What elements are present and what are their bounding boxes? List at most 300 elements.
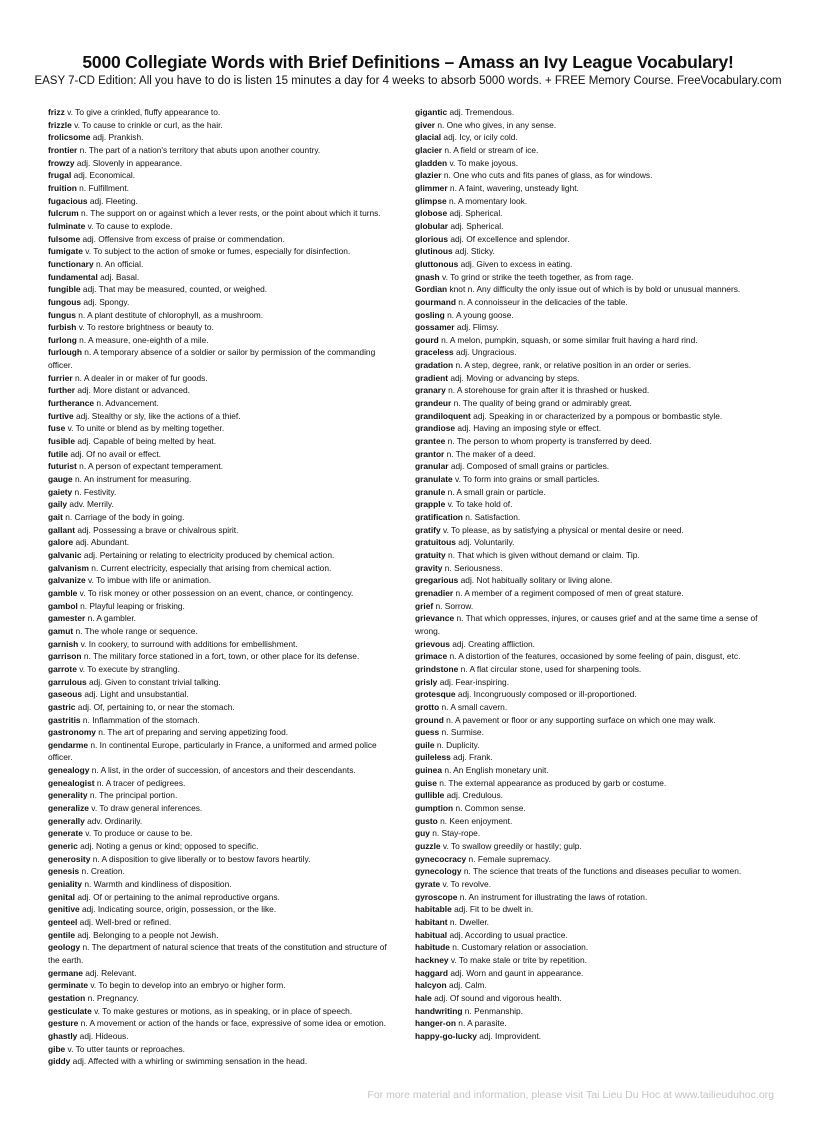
entry-word: gauge bbox=[48, 474, 73, 485]
dictionary-entry bbox=[48, 840, 396, 853]
entry-definition: n. A pavement or floor or any supporting surface on which one may walk. bbox=[446, 714, 716, 725]
entry-word: generate bbox=[48, 828, 83, 839]
entry-definition: v. To begin to develop into an embryo or higher form. bbox=[90, 980, 286, 991]
entry-definition: v. To imbue with life or animation. bbox=[88, 575, 212, 586]
entry-definition: adj. Well-bred or refined. bbox=[79, 917, 172, 927]
dictionary-entry bbox=[415, 979, 771, 992]
entry-definition: adj. Tremendous. bbox=[449, 107, 515, 117]
entry-word: frontier bbox=[48, 144, 78, 155]
dictionary-entry bbox=[415, 473, 771, 486]
entry-word: hackney bbox=[415, 954, 449, 965]
entry-word: giddy bbox=[48, 1056, 71, 1067]
entry-word: generic bbox=[48, 841, 78, 852]
dictionary-entry bbox=[415, 612, 771, 637]
entry-word: frolicsome bbox=[48, 132, 91, 143]
dictionary-entry bbox=[415, 397, 771, 410]
entry-word: grantee bbox=[415, 436, 446, 447]
entry-definition: n. One who cuts and fits panes of glass, as for windows. bbox=[443, 170, 653, 181]
entry-definition: adj. Credulous. bbox=[446, 790, 503, 801]
dictionary-entry bbox=[415, 676, 771, 689]
entry-definition: n. A distortion of the features, occasioned by some feeling of pain, disgust, etc. bbox=[449, 651, 741, 662]
entry-word: ghastly bbox=[48, 1030, 78, 1041]
entry-definition: n. Warmth and kindliness of disposition. bbox=[84, 879, 232, 890]
entry-word: frizz bbox=[48, 107, 65, 117]
dictionary-entry bbox=[48, 486, 396, 499]
entry-word: functionary bbox=[48, 258, 94, 269]
entry-word: globular bbox=[415, 220, 449, 231]
entry-word: gladden bbox=[415, 157, 448, 168]
dictionary-entry bbox=[415, 410, 771, 423]
entry-word: hale bbox=[415, 992, 432, 1003]
dictionary-entry bbox=[415, 498, 771, 511]
dictionary-entry bbox=[415, 359, 771, 372]
dictionary-entry bbox=[415, 650, 771, 663]
dictionary-entry bbox=[415, 815, 771, 828]
dictionary-entry bbox=[48, 663, 396, 676]
dictionary-entry bbox=[415, 916, 771, 929]
entry-word: genitive bbox=[48, 904, 80, 915]
dictionary-entry bbox=[48, 992, 396, 1005]
dictionary-entry bbox=[48, 271, 396, 284]
dictionary-entry bbox=[415, 334, 771, 347]
entry-word: guzzle bbox=[415, 841, 441, 852]
entry-definition: adj. Worn and gaunt in appearance. bbox=[450, 967, 584, 978]
entry-word: generosity bbox=[48, 853, 91, 864]
entry-definition: n. A small cavern. bbox=[441, 701, 508, 712]
entry-definition: n. Carriage of the body in going. bbox=[65, 512, 185, 522]
dictionary-entry bbox=[48, 827, 396, 840]
entry-definition: n. Playful leaping or frisking. bbox=[80, 600, 185, 611]
entry-definition: n. An official. bbox=[95, 258, 144, 269]
entry-definition: adj. Flimsy. bbox=[456, 322, 499, 333]
entry-word: generality bbox=[48, 790, 88, 801]
entry-word: further bbox=[48, 385, 75, 396]
dictionary-entry bbox=[415, 777, 771, 790]
dictionary-entry bbox=[415, 486, 771, 499]
entry-word: glorious bbox=[415, 233, 449, 244]
dictionary-entry bbox=[415, 207, 771, 220]
entry-definition: v. To cause to explode. bbox=[87, 220, 173, 231]
dictionary-entry bbox=[48, 878, 396, 891]
entry-definition: n. Common sense. bbox=[455, 803, 526, 814]
entry-word: gullible bbox=[415, 790, 445, 801]
entry-word: granulate bbox=[415, 474, 453, 485]
entry-definition: n. Advancement. bbox=[96, 398, 159, 409]
entry-word: galore bbox=[48, 537, 74, 548]
entry-definition: adj. Possessing a brave or chivalrous spirit. bbox=[77, 524, 239, 535]
dictionary-entry bbox=[48, 372, 396, 385]
entry-definition: adj. Noting a genus or kind; opposed to specific. bbox=[80, 841, 259, 852]
dictionary-entry bbox=[415, 524, 771, 537]
entry-word: guile bbox=[415, 739, 435, 750]
entry-word: grandiloquent bbox=[415, 410, 471, 421]
entry-definition: adj. Voluntarily. bbox=[458, 537, 515, 548]
dictionary-entry bbox=[415, 954, 771, 967]
dictionary-entry bbox=[415, 726, 771, 739]
dictionary-entry bbox=[415, 169, 771, 182]
entry-word: glimpse bbox=[415, 195, 447, 206]
entry-word: gentile bbox=[48, 929, 75, 940]
dictionary-entry bbox=[48, 511, 396, 524]
entry-word: gaiety bbox=[48, 486, 73, 497]
entry-definition: adj. Spongy. bbox=[83, 296, 130, 307]
dictionary-entry bbox=[415, 460, 771, 473]
entry-definition: n. A disposition to give liberally or to bestow favors heartily. bbox=[92, 853, 311, 864]
entry-word: gratification bbox=[415, 512, 463, 522]
dictionary-entry bbox=[48, 777, 396, 790]
entry-definition: n. A momentary look. bbox=[448, 195, 528, 206]
entry-word: gesticulate bbox=[48, 1005, 92, 1016]
entry-word: guy bbox=[415, 828, 430, 839]
entry-word: gossamer bbox=[415, 322, 455, 333]
entry-word: gratuitous bbox=[415, 537, 456, 548]
dictionary-entry bbox=[48, 144, 396, 157]
entry-word: fulsome bbox=[48, 233, 81, 244]
entry-word: habitable bbox=[415, 904, 452, 915]
dictionary-entry bbox=[48, 625, 396, 638]
dictionary-entry bbox=[48, 524, 396, 537]
entry-definition: adj. Abundant. bbox=[75, 537, 130, 548]
dictionary-entry bbox=[48, 865, 396, 878]
entry-word: habitant bbox=[415, 917, 448, 927]
entry-definition: adj. Of excellence and splendor. bbox=[450, 233, 570, 244]
dictionary-entry bbox=[48, 422, 396, 435]
entry-definition: adj. Pertaining or relating to electricity produced by chemical action. bbox=[83, 549, 335, 560]
entry-definition: v. To make gestures or motions, as in speaking, or in place of speech. bbox=[94, 1005, 353, 1016]
entry-word: geniality bbox=[48, 879, 82, 890]
entry-word: futile bbox=[48, 448, 69, 459]
entry-word: granary bbox=[415, 385, 446, 396]
entry-word: frowzy bbox=[48, 157, 75, 168]
entry-word: galvanism bbox=[48, 562, 89, 573]
entry-definition: n. That which oppresses, injures, or causes grief and at the same time a sense of wrong. bbox=[415, 613, 758, 636]
dictionary-entry bbox=[48, 638, 396, 651]
dictionary-entry bbox=[415, 903, 771, 916]
entry-word: genesis bbox=[48, 866, 80, 877]
dictionary-entry bbox=[48, 131, 396, 144]
entry-word: fruition bbox=[48, 182, 77, 193]
entry-definition: n. The part of a nation's territory that abuts upon another country. bbox=[79, 144, 321, 155]
entry-word: glacier bbox=[415, 144, 443, 155]
entry-word: Gordian bbox=[415, 284, 448, 295]
dictionary-entry bbox=[415, 714, 771, 727]
dictionary-entry bbox=[415, 1005, 771, 1018]
entry-definition: adj. Fleeting. bbox=[89, 195, 138, 206]
dictionary-entry bbox=[48, 536, 396, 549]
entry-word: gendarme bbox=[48, 739, 89, 750]
dictionary-entry bbox=[415, 891, 771, 904]
dictionary-entry bbox=[415, 701, 771, 714]
entry-word: gregarious bbox=[415, 575, 459, 586]
dictionary-entry bbox=[48, 1043, 396, 1056]
entry-word: fugacious bbox=[48, 195, 88, 206]
entry-definition: n. A melon, pumpkin, squash, or some similar fruit having a hard rind. bbox=[441, 334, 698, 345]
entry-word: gastritis bbox=[48, 714, 81, 725]
dictionary-entry bbox=[415, 941, 771, 954]
entry-word: gastric bbox=[48, 701, 76, 712]
entry-definition: n. The maker of a deed. bbox=[446, 448, 536, 459]
entry-word: giver bbox=[415, 119, 436, 130]
dictionary-entry bbox=[415, 789, 771, 802]
dictionary-entry bbox=[48, 600, 396, 613]
dictionary-entry bbox=[415, 144, 771, 157]
entry-definition: n. A connoisseur in the delicacies of the table. bbox=[458, 296, 628, 307]
dictionary-entry bbox=[48, 309, 396, 322]
dictionary-entry bbox=[48, 802, 396, 815]
dictionary-entry bbox=[415, 929, 771, 942]
entry-definition: adj. Of sound and vigorous health. bbox=[434, 992, 562, 1003]
entry-definition: n. The science that treats of the functions and diseases peculiar to women. bbox=[463, 866, 742, 877]
entry-definition: n. A parasite. bbox=[458, 1018, 507, 1029]
footer-note: For more material and information, please visit Tai Lieu Du Hoc at www.tailieuduhoc.org bbox=[367, 1089, 774, 1101]
entry-word: gusto bbox=[415, 815, 438, 826]
entry-definition: n. An instrument for measuring. bbox=[75, 474, 192, 485]
entry-word: gamble bbox=[48, 587, 78, 598]
dictionary-entry bbox=[415, 321, 771, 334]
entry-definition: n. Fulfillment. bbox=[79, 182, 129, 193]
entry-definition: n. A faint, wavering, unsteady light. bbox=[449, 182, 579, 193]
entry-word: guinea bbox=[415, 765, 442, 776]
entry-definition: n. An instrument for illustrating the laws of rotation. bbox=[459, 891, 648, 902]
entry-word: fungus bbox=[48, 309, 76, 320]
entry-definition: v. To swallow greedily or hastily; gulp. bbox=[442, 841, 582, 852]
dictionary-entry bbox=[415, 131, 771, 144]
entry-definition: n. The support on or against which a lever rests, or the point about which it turns. bbox=[81, 208, 381, 219]
entry-definition: n. The art of preparing and serving appetizing food. bbox=[98, 727, 289, 738]
entry-definition: adj. Of, pertaining to, or near the stomach. bbox=[77, 701, 235, 712]
dictionary-entry bbox=[48, 435, 396, 448]
entry-word: gesture bbox=[48, 1018, 79, 1029]
entry-definition: n. Sorrow. bbox=[435, 600, 474, 611]
entry-word: fungible bbox=[48, 284, 81, 295]
dictionary-entry bbox=[48, 612, 396, 625]
entry-word: gradation bbox=[415, 360, 454, 371]
entry-definition: n. Inflammation of the stomach. bbox=[82, 714, 200, 725]
entry-word: halcyon bbox=[415, 980, 447, 991]
entry-definition: n. Keen enjoyment. bbox=[440, 815, 513, 826]
entry-definition: n. Stay-rope. bbox=[432, 828, 481, 839]
entry-word: gait bbox=[48, 512, 63, 522]
dictionary-entry bbox=[48, 245, 396, 258]
entry-definition: n. A movement or action of the hands or face, expressive of some idea or emotion. bbox=[80, 1018, 386, 1029]
dictionary-entry bbox=[415, 739, 771, 752]
entry-word: frizzle bbox=[48, 119, 72, 130]
entry-word: gradient bbox=[415, 372, 449, 383]
entry-definition: adj. Fear-inspiring. bbox=[439, 676, 510, 687]
entry-word: gratuity bbox=[415, 549, 446, 560]
dictionary-entry bbox=[48, 574, 396, 587]
entry-definition: n. A storehouse for grain after it is thrashed or husked. bbox=[448, 385, 650, 396]
entry-word: gaseous bbox=[48, 689, 82, 700]
entry-word: germane bbox=[48, 967, 83, 978]
entry-definition: v. To make stale or trite by repetition. bbox=[450, 954, 587, 965]
page-subtitle: EASY 7-CD Edition: All you have to do is listen 15 minutes a day for 4 weeks to absorb 5000 words. + FREE Memory Course. FreeVocabulary.com bbox=[34, 75, 782, 87]
dictionary-entry bbox=[415, 751, 771, 764]
entry-word: garrulous bbox=[48, 676, 87, 687]
dictionary-entry bbox=[48, 321, 396, 334]
entry-word: guise bbox=[415, 777, 437, 788]
dictionary-entry bbox=[415, 878, 771, 891]
dictionary-entry bbox=[415, 549, 771, 562]
entry-definition: n. Female supremacy. bbox=[468, 853, 551, 864]
entry-definition: adj. Of no avail or effect. bbox=[70, 448, 161, 459]
entry-definition: n. A measure, one-eighth of a mile. bbox=[79, 334, 209, 345]
entry-definition: v. In cookery, to surround with additions for embellishment. bbox=[80, 638, 298, 649]
entry-definition: adj. Basal. bbox=[100, 271, 140, 282]
entry-word: genealogist bbox=[48, 777, 95, 788]
entry-word: gourmand bbox=[415, 296, 456, 307]
entry-definition: adj. Of or pertaining to the animal reproductive organs. bbox=[77, 891, 280, 902]
entry-definition: v. To execute by strangling. bbox=[79, 663, 180, 674]
entry-word: granular bbox=[415, 461, 449, 472]
dictionary-entry bbox=[48, 967, 396, 980]
entry-word: fungous bbox=[48, 296, 82, 307]
entry-definition: n. The external appearance as produced by garb or costume. bbox=[439, 777, 667, 788]
entry-word: genteel bbox=[48, 917, 78, 927]
entry-word: futurist bbox=[48, 461, 77, 472]
entry-word: gynecology bbox=[415, 866, 462, 877]
entry-definition: adj. Offensive from excess of praise or commendation. bbox=[82, 233, 285, 244]
entry-word: garrison bbox=[48, 651, 82, 662]
entry-word: genealogy bbox=[48, 765, 90, 776]
dictionary-entry bbox=[415, 106, 771, 119]
dictionary-entry bbox=[48, 853, 396, 866]
entry-word: furlough bbox=[48, 347, 82, 358]
entry-definition: v. To produce or cause to be. bbox=[85, 828, 193, 839]
dictionary-entry bbox=[415, 309, 771, 322]
dictionary-entry bbox=[48, 169, 396, 182]
right-column bbox=[415, 106, 771, 1043]
dictionary-entry bbox=[48, 233, 396, 246]
entry-definition: n. A gambler. bbox=[87, 613, 136, 624]
entry-word: fundamental bbox=[48, 271, 98, 282]
entry-definition: v. To draw general inferences. bbox=[91, 803, 203, 814]
entry-definition: n. A field or stream of ice. bbox=[444, 144, 539, 155]
dictionary-entry bbox=[415, 853, 771, 866]
entry-word: grisly bbox=[415, 676, 438, 687]
entry-word: fusible bbox=[48, 436, 75, 447]
entry-definition: n. Dweller. bbox=[449, 917, 490, 927]
entry-definition: n. One who gives, in any sense. bbox=[437, 119, 557, 130]
entry-word: gamut bbox=[48, 625, 74, 636]
entry-word: grandeur bbox=[415, 398, 452, 409]
entry-word: generally bbox=[48, 815, 85, 826]
entry-definition: adj. Having an imposing style or effect. bbox=[457, 423, 602, 434]
dictionary-entry bbox=[415, 663, 771, 676]
entry-word: geology bbox=[48, 942, 81, 953]
entry-definition: adj. Incongruously composed or ill-proportioned. bbox=[457, 689, 637, 700]
dictionary-entry bbox=[415, 346, 771, 359]
dictionary-entry bbox=[48, 726, 396, 739]
entry-definition: adv. Merrily. bbox=[69, 499, 114, 510]
left-column bbox=[48, 106, 396, 1068]
entry-definition: n. An English monetary unit. bbox=[444, 765, 549, 776]
entry-definition: n. The department of natural science that treats of the constitution and structure of the earth. bbox=[48, 942, 387, 965]
entry-definition: adj. Capable of being melted by heat. bbox=[77, 436, 217, 447]
entry-word: happy-go-lucky bbox=[415, 1030, 477, 1041]
dictionary-entry bbox=[415, 511, 771, 524]
entry-definition: v. To make joyous. bbox=[449, 157, 519, 168]
dictionary-entry bbox=[415, 562, 771, 575]
entry-word: genital bbox=[48, 891, 75, 902]
entry-definition: n. A member of a regiment composed of men of great stature. bbox=[455, 587, 684, 598]
entry-definition: adj. Spherical. bbox=[449, 208, 503, 219]
dictionary-entry bbox=[48, 195, 396, 208]
dictionary-entry bbox=[415, 258, 771, 271]
dictionary-entry bbox=[48, 891, 396, 904]
entry-definition: n. A temporary absence of a soldier or sailor by permission of the commanding officer. bbox=[48, 347, 376, 371]
entry-word: gigantic bbox=[415, 107, 448, 117]
dictionary-entry bbox=[48, 764, 396, 777]
entry-word: globose bbox=[415, 208, 448, 219]
entry-word: furtherance bbox=[48, 398, 95, 409]
entry-word: furtive bbox=[48, 410, 74, 421]
entry-definition: n. A small grain or particle. bbox=[447, 486, 546, 497]
entry-word: habitual bbox=[415, 929, 448, 940]
dictionary-entry bbox=[48, 283, 396, 296]
entry-definition: n. The person to whom property is transferred by deed. bbox=[447, 436, 652, 447]
dictionary-entry bbox=[48, 498, 396, 511]
entry-definition: v. To restore brightness or beauty to. bbox=[78, 322, 214, 333]
entry-definition: adj. Speaking in or characterized by a pompous or bombastic style. bbox=[473, 410, 723, 421]
entry-word: grantor bbox=[415, 448, 445, 459]
entry-word: gaily bbox=[48, 499, 68, 510]
entry-definition: v. To take hold of. bbox=[447, 499, 513, 510]
entry-definition: n. Pregnancy. bbox=[87, 992, 139, 1003]
dictionary-entry bbox=[415, 182, 771, 195]
entry-definition: n. Duplicity. bbox=[436, 739, 480, 750]
dictionary-entry bbox=[415, 840, 771, 853]
entry-definition: v. To revolve. bbox=[442, 879, 492, 890]
entry-word: germinate bbox=[48, 980, 89, 991]
entry-word: gastronomy bbox=[48, 727, 96, 738]
entry-word: fulcrum bbox=[48, 208, 79, 219]
entry-word: gratify bbox=[415, 524, 441, 535]
entry-word: grotto bbox=[415, 701, 440, 712]
entry-word: gluttonous bbox=[415, 258, 459, 269]
dictionary-entry bbox=[48, 549, 396, 562]
dictionary-entry bbox=[48, 650, 396, 663]
entry-definition: adj. Moving or advancing by steps. bbox=[450, 372, 580, 383]
dictionary-entry bbox=[48, 562, 396, 575]
dictionary-entry bbox=[415, 688, 771, 701]
entry-definition: adj. Light and unsubstantial. bbox=[84, 689, 189, 700]
dictionary-entry bbox=[48, 676, 396, 689]
entry-definition: v. To cause to crinkle or curl, as the hair. bbox=[74, 119, 223, 130]
entry-definition: adj. Icy, or icily cold. bbox=[443, 132, 518, 143]
dictionary-entry bbox=[415, 283, 771, 296]
entry-word: granule bbox=[415, 486, 446, 497]
entry-definition: adj. Fit to be dwelt in. bbox=[454, 904, 534, 915]
entry-definition: adj. Spherical. bbox=[450, 220, 504, 231]
entry-word: gravity bbox=[415, 562, 443, 573]
entry-definition: n. Satisfaction. bbox=[465, 512, 521, 522]
entry-definition: adj. Prankish. bbox=[92, 132, 144, 143]
entry-word: fulminate bbox=[48, 220, 86, 231]
entry-word: grief bbox=[415, 600, 434, 611]
entry-definition: adj. Affected with a whirling or swimming sensation in the head. bbox=[72, 1056, 308, 1067]
dictionary-entry bbox=[415, 372, 771, 385]
entry-definition: adj. Given to excess in eating. bbox=[460, 258, 573, 269]
dictionary-entry bbox=[415, 157, 771, 170]
dictionary-entry bbox=[415, 384, 771, 397]
entry-definition: n. Surmise. bbox=[441, 727, 484, 738]
dictionary-entry bbox=[48, 1017, 396, 1030]
entry-word: gallant bbox=[48, 524, 75, 535]
entry-definition: n. A step, degree, rank, or relative position in an order or series. bbox=[455, 360, 692, 371]
entry-word: gestation bbox=[48, 992, 86, 1003]
entry-word: glazier bbox=[415, 170, 442, 181]
